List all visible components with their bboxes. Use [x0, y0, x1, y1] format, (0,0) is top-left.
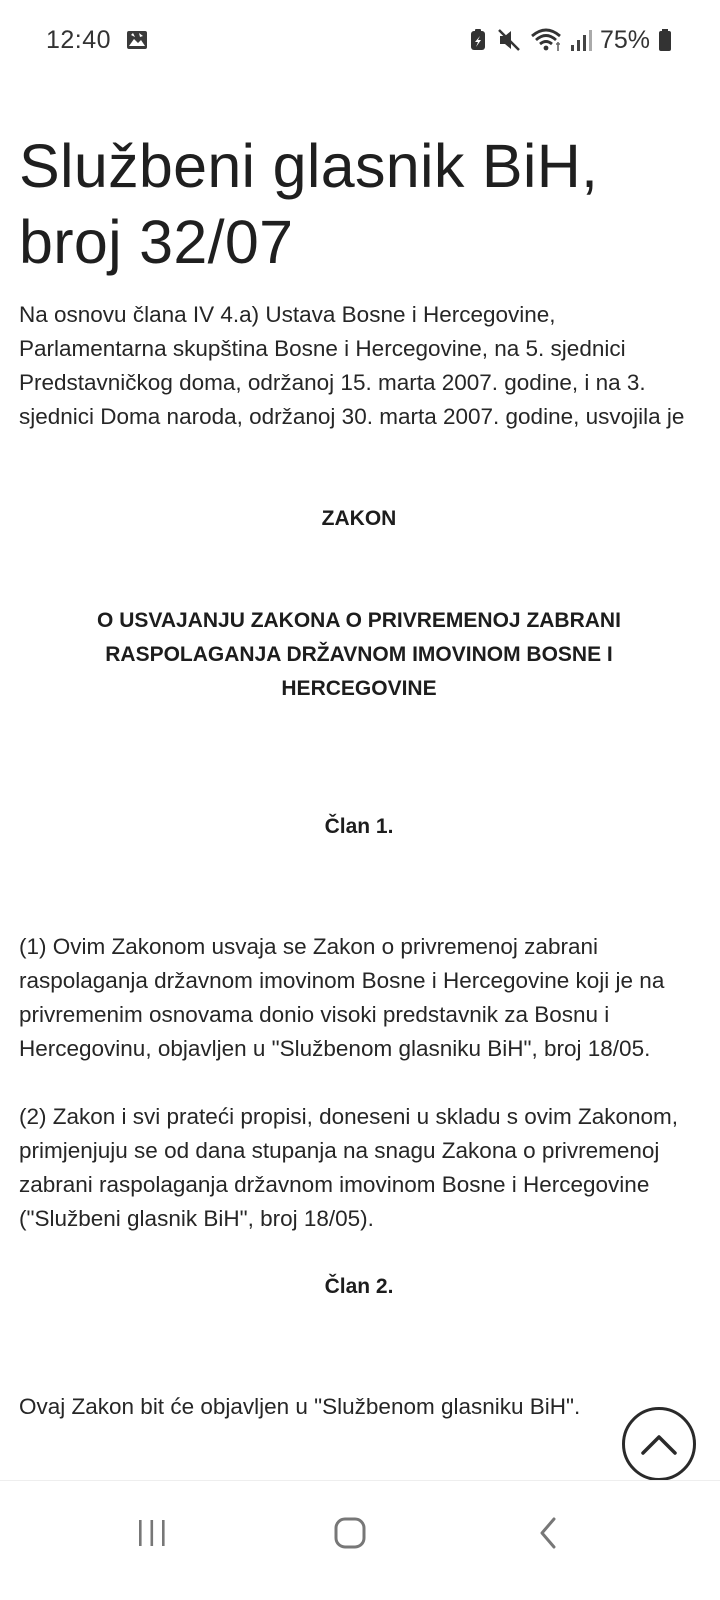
- article-1-paragraph-2: (2) Zakon i svi prateći propisi, doneseni u skladu s ovim Zakonom, primjenjuju se od dana stupanja na snagu Zakona o privremenoj zabrani raspolaganja državnom imovinom Bosne i Hercegovine ("Službeni glasnik BiH", broj 18/05).: [19, 1104, 679, 1231]
- home-icon: [333, 1516, 367, 1550]
- article-2-paragraph-1: Ovaj Zakon bit će objavljen u "Službenom glasniku BiH".: [19, 1394, 581, 1419]
- battery-saver-icon: [468, 28, 488, 52]
- home-button[interactable]: [320, 1503, 380, 1563]
- recents-button[interactable]: [122, 1503, 182, 1563]
- document-content: [19, 128, 699, 1424]
- scroll-to-top-button[interactable]: [622, 1407, 696, 1481]
- signal-icon: [570, 28, 592, 52]
- back-button[interactable]: [518, 1503, 578, 1563]
- gallery-notification-icon: [125, 28, 149, 52]
- chevron-up-icon: [639, 1431, 679, 1457]
- back-icon: [536, 1516, 560, 1550]
- battery-icon: [658, 28, 672, 52]
- mute-icon: [496, 27, 522, 53]
- article-1-paragraph-1: (1) Ovim Zakonom usvaja se Zakon o privremenoj zabrani raspolaganja državnom imovinom Bosne i Hercegovine koji je na privremenim osnovama donio visoki predstavnik za Bosnu i Hercegovinu, objavljen u "Službenom glasniku BiH", broj 18/05.: [19, 934, 665, 1061]
- status-right: [468, 26, 672, 55]
- law-heading: ZAKON: [321, 507, 397, 530]
- battery-percentage: 75%: [599, 25, 650, 54]
- navigation-bar: [0, 1480, 720, 1600]
- intro-paragraph: Na osnovu člana IV 4.a) Ustava Bosne i Hercegovine, Parlamentarna skupština Bosne i Hercegovine, na 5. sjednici Predstavničkog doma, održanoj 15. marta 2007. godine, i na 3. sjednici Doma naroda, održanoj 30. marta 2007. godine, usvojila je: [19, 302, 685, 429]
- wifi-icon: [530, 27, 562, 53]
- status-bar: [0, 0, 720, 80]
- status-time: 12:40: [46, 25, 112, 54]
- article-1-heading: Član 1.: [324, 815, 394, 838]
- page-title: Službeni glasnik BiH, broj 32/07: [19, 132, 599, 276]
- article-2-heading: Član 2.: [324, 1275, 394, 1298]
- status-left: [46, 26, 149, 55]
- law-subtitle: O USVAJANJU ZAKONA O PRIVREMENOJ ZABRANI RASPOLAGANJA DRŽAVNOM IMOVINOM BOSNE I HERCEGOVINE: [97, 609, 621, 700]
- recents-icon: [136, 1518, 168, 1548]
